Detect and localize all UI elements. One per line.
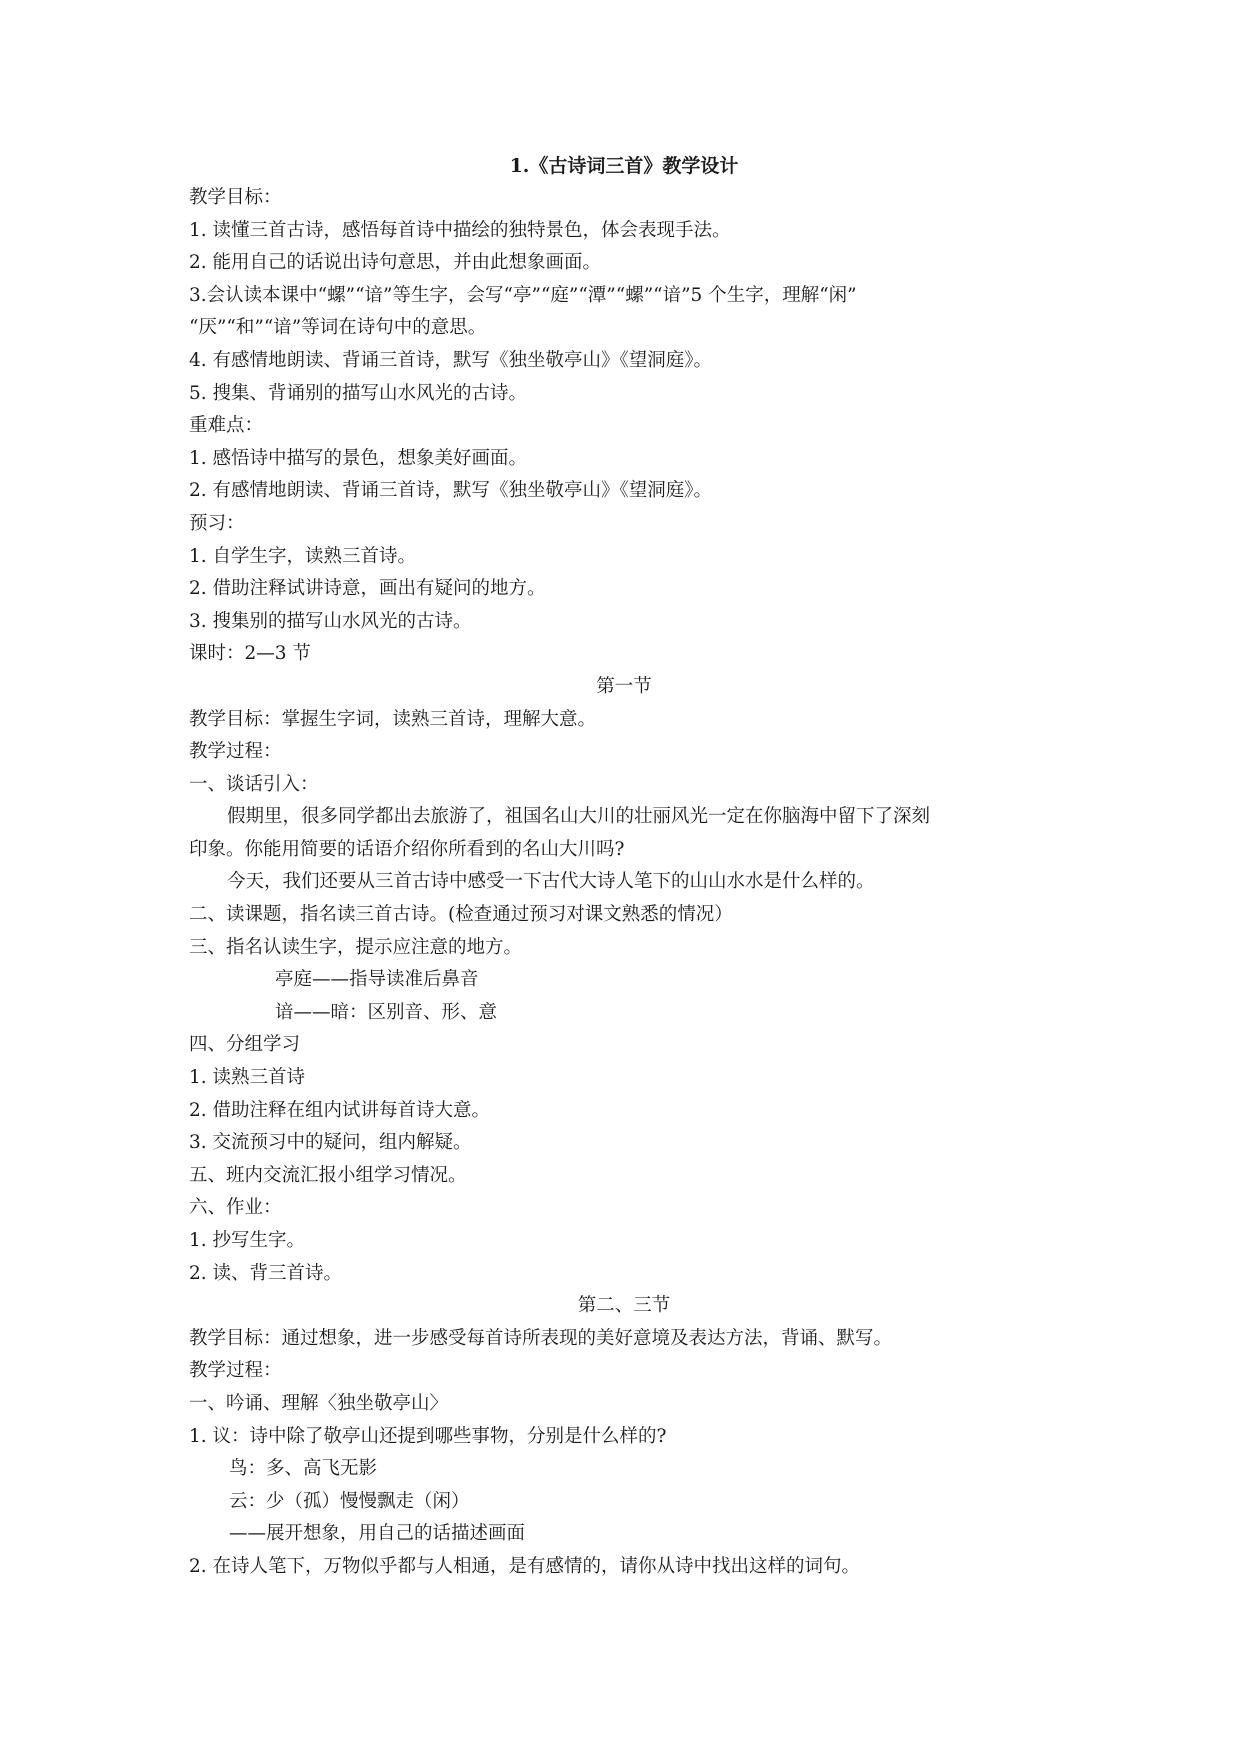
text-line: 3. 交流预习中的疑问，组内解疑。 <box>189 1132 472 1154</box>
text-line: 重难点： <box>189 415 264 437</box>
text-line: 2. 读、背三首诗。 <box>189 1262 343 1284</box>
document-lines <box>189 182 1059 1584</box>
text-line: 四、分组学习 <box>189 1034 301 1056</box>
text-line: 教学目标： <box>189 187 282 208</box>
text-line: 印象。你能用简要的话语介绍你所看到的名山大川吗? <box>189 838 625 860</box>
text-line: 鸟：多、高飞无影 <box>229 1458 378 1480</box>
text-line: 2. 在诗人笔下，万物似乎都与人相通，是有感情的，请你从诗中找出这样的词句。 <box>189 1555 861 1577</box>
text-line: 2. 有感情地朗读、背诵三首诗，默写《独坐敬亭山》《望洞庭》。 <box>189 480 713 502</box>
text-line: 1. 感悟诗中描写的景色，想象美好画面。 <box>189 447 528 469</box>
text-line: 2. 借助注释试讲诗意，画出有疑问的地方。 <box>189 578 546 600</box>
document-body <box>189 150 1059 1584</box>
text-line: 2. 借助注释在组内试讲每首诗大意。 <box>189 1099 491 1121</box>
text-line: 1. 自学生字，读熟三首诗。 <box>189 545 417 567</box>
text-line: 亭庭——指导读准后鼻音 <box>275 969 479 991</box>
text-line: 一、吟诵、理解〈独坐敬亭山〉 <box>189 1392 449 1414</box>
text-line: “厌”“和”“谙”等词在诗句中的意思。 <box>189 317 487 339</box>
text-line: 5. 搜集、背诵别的描写山水风光的古诗。 <box>189 382 528 404</box>
text-line: 3.会认读本课中“螺”“谙”等生字，会写“亭”“庭”“潭”“螺”“谙”5 个生字，理解“闲” <box>189 284 857 306</box>
text-line: 云：少（孤）慢慢飘走（闲） <box>229 1490 470 1512</box>
text-line: 六、作业： <box>189 1197 282 1219</box>
text-line: 五、班内交流汇报小组学习情况。 <box>189 1164 467 1186</box>
text-line: 3. 搜集别的描写山水风光的古诗。 <box>189 610 472 632</box>
text-line: 1. 议：诗中除了敬亭山还提到哪些事物，分别是什么样的? <box>189 1425 667 1447</box>
text-line: 教学目标：掌握生字词，读熟三首诗，理解大意。 <box>189 708 597 730</box>
document-title: 1.《古诗词三首》教学设计 <box>509 155 739 177</box>
text-line: 三、指名认读生字，提示应注意的地方。 <box>189 936 523 958</box>
text-line: 1. 读懂三首古诗，感悟每首诗中描绘的独特景色，体会表现手法。 <box>189 219 731 241</box>
text-line: 教学目标：通过想象，进一步感受每首诗所表现的美好意境及表达方法，背诵、默写。 <box>189 1327 893 1349</box>
text-line: 假期里，很多同学都出去旅游了，祖国名山大川的壮丽风光一定在你脑海中留下了深刻 <box>227 806 931 828</box>
section-heading: 第二、三节 <box>577 1295 671 1317</box>
text-line: 教学过程： <box>189 1360 282 1382</box>
text-line: 2. 能用自己的话说出诗句意思，并由此想象画面。 <box>189 252 602 274</box>
text-line: 谙——暗：区别音、形、意 <box>275 1001 498 1023</box>
text-line: ——展开想象，用自己的话描述画面 <box>229 1523 526 1545</box>
text-line: 课时：2—3 节 <box>189 643 311 665</box>
section-heading: 第一节 <box>596 675 652 697</box>
text-line: 4. 有感情地朗读、背诵三首诗，默写《独坐敬亭山》《望洞庭》。 <box>189 349 713 371</box>
text-line: 今天，我们还要从三首古诗中感受一下古代大诗人笔下的山山水水是什么样的。 <box>227 871 875 893</box>
text-line: 教学过程： <box>189 741 282 763</box>
text-line: 1. 读熟三首诗 <box>189 1067 306 1089</box>
text-line: 1. 抄写生字。 <box>189 1230 306 1251</box>
text-line: 二、读课题，指名读三首古诗。(检查通过预习对课文熟悉的情况） <box>189 904 733 926</box>
text-line: 一、谈话引入： <box>189 773 319 795</box>
text-line: 预习： <box>189 512 245 534</box>
